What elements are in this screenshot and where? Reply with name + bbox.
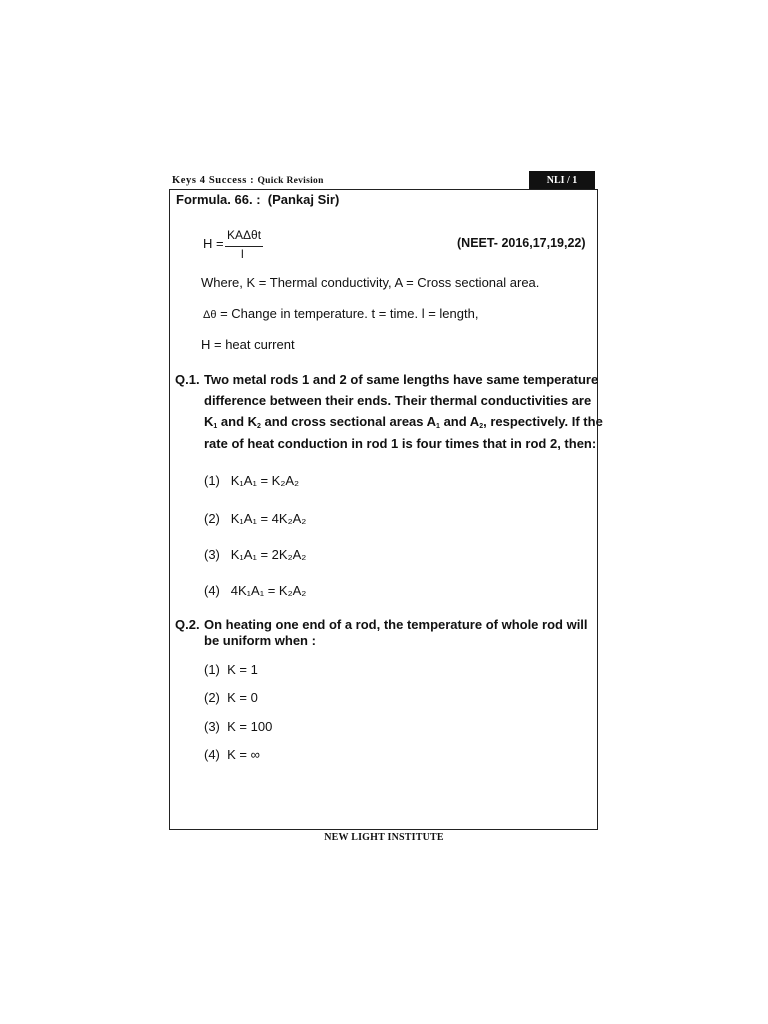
option-number: (4) xyxy=(204,747,220,762)
option-number: (2) xyxy=(204,690,220,705)
q2-option-1 xyxy=(204,662,258,677)
option-number: (3) xyxy=(204,719,220,734)
option-number: (4) xyxy=(204,583,220,598)
q1-text: and cross sectional areas A xyxy=(260,414,437,429)
formula-title xyxy=(176,192,339,207)
q1-line-2: difference between their ends. Their thermal conductivities are xyxy=(204,393,592,408)
q1-number: Q.1. xyxy=(175,372,200,387)
q2-option-4 xyxy=(204,747,260,762)
formula-denominator: l xyxy=(241,247,244,261)
formula-number: Formula. 66. : xyxy=(176,192,261,207)
q1-text: and A xyxy=(439,414,480,429)
q1-line-1: Two metal rods 1 and 2 of same lengths have same temperature xyxy=(204,372,599,387)
header-brand xyxy=(172,175,324,186)
q2-line-2: be uniform when : xyxy=(204,633,316,648)
option-text: K₁A₁ = 2K₂A₂ xyxy=(230,547,307,562)
q1-text: and K xyxy=(217,414,258,429)
option-text: K₁A₁ = 4K₂A₂ xyxy=(230,511,307,526)
h-line: H = heat current xyxy=(201,337,295,352)
option-text: K₁A₁ = K₂A₂ xyxy=(230,473,300,488)
q2-option-2 xyxy=(204,690,258,705)
q1-line-3 xyxy=(204,414,603,430)
option-number: (2) xyxy=(204,511,220,526)
option-text: K = 0 xyxy=(227,690,258,705)
formula-author: (Pankaj Sir) xyxy=(267,192,340,207)
q1-option-3 xyxy=(204,547,306,562)
q1-line-4: rate of heat conduction in rod 1 is four times that in rod 2, then: xyxy=(204,436,597,451)
option-number: (1) xyxy=(204,662,220,677)
q2-option-3 xyxy=(204,719,272,734)
footer-institute: NEW LIGHT INSTITUTE xyxy=(324,832,444,843)
where-line: Where, K = Thermal conductivity, A = Cross sectional area. xyxy=(201,275,540,290)
q1-sub: 1 xyxy=(213,423,218,430)
option-text: K = 100 xyxy=(227,719,273,734)
q1-option-2 xyxy=(204,511,306,526)
fraction-bar xyxy=(225,246,263,247)
delta-line xyxy=(203,306,478,321)
q2-line-1: On heating one end of a rod, the temperature of whole rod will xyxy=(204,617,588,632)
q1-option-1 xyxy=(204,473,299,488)
formula-numerator: KAΔθt xyxy=(227,228,262,242)
q1-option-4 xyxy=(204,583,306,598)
page-tag: NLI / 1 xyxy=(529,171,595,189)
formula-lhs: H = xyxy=(203,236,224,251)
header-brand-text: Keys 4 Success : xyxy=(172,175,255,186)
q1-sub: 2 xyxy=(479,423,484,430)
q1-sub: 2 xyxy=(257,423,261,430)
delta-theta-symbol: Δθ xyxy=(203,309,217,321)
header-subtitle: Quick Revision xyxy=(257,176,324,186)
q1-sub: 1 xyxy=(436,423,440,430)
q1-k-symbol: K xyxy=(204,414,214,429)
option-number: (1) xyxy=(204,473,220,488)
option-text: K = 1 xyxy=(227,662,258,677)
option-text: K = ∞ xyxy=(227,747,260,762)
q2-number: Q.2. xyxy=(175,617,200,632)
exam-reference: (NEET- 2016,17,19,22) xyxy=(457,236,586,250)
option-number: (3) xyxy=(204,547,220,562)
delta-line-text: = Change in temperature. t = time. l = length, xyxy=(220,306,479,321)
option-text: 4K₁A₁ = K₂A₂ xyxy=(230,583,307,598)
q1-text: , respectively. If the xyxy=(483,414,603,429)
